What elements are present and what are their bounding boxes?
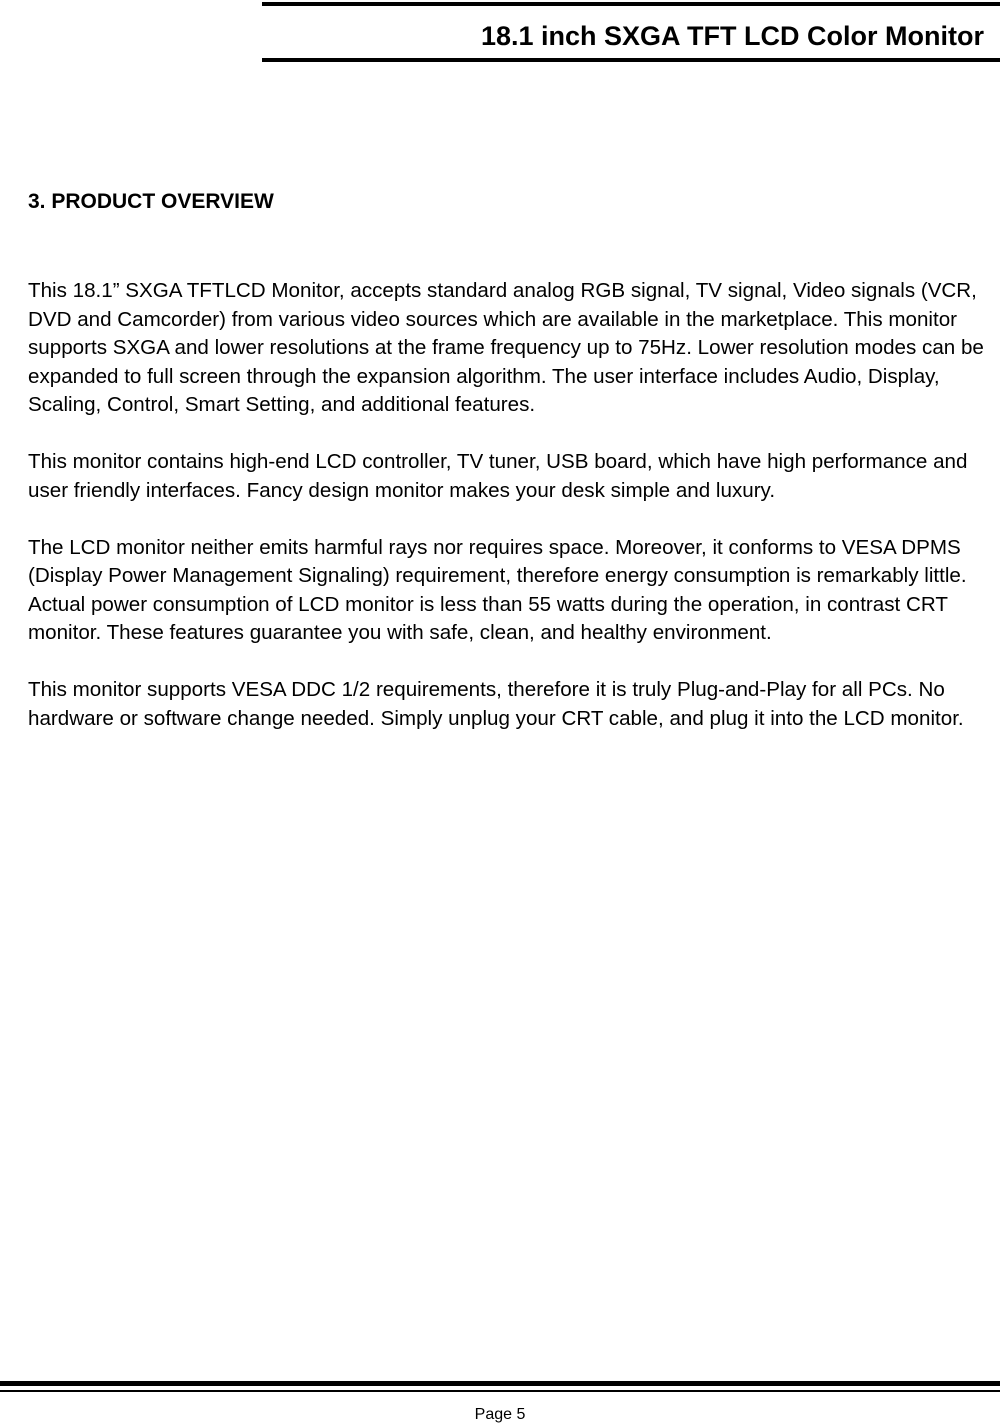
- header-rule-bottom: [262, 58, 1000, 62]
- paragraph-controller: This monitor contains high-end LCD controller, TV tuner, USB board, which have high performance and user friendly interfaces. Fancy design monitor makes your desk simple and luxury.: [28, 450, 968, 502]
- paragraph-energy: The LCD monitor neither emits harmful rays nor requires space. Moreover, it conforms to VESA DPMS (Display Power Management Signaling) requirement, therefore energy consumption is remarkably little. Actual power consumption of LCD monitor is less than 55 watts during the operation, in contrast CRT monitor. These features guarantee you with safe, clean, and healthy environment.: [28, 535, 967, 644]
- paragraph-signals: This 18.1” SXGA TFTLCD Monitor, accepts standard analog RGB signal, TV signal, Video signals (VCR, DVD and Camcorder) from various video sources which are available in the marketplace. This monitor supports SXGA and lower resolutions at the frame frequency up to 75Hz. Lower resolution modes can be expanded to full screen through the expansion algorithm. The user interface includes Audio, Display, Scaling, Control, Smart Setting, and additional features.: [28, 279, 984, 416]
- footer-rule-thick: [0, 1381, 1000, 1386]
- section-body: [28, 277, 990, 762]
- section-heading: 3. PRODUCT OVERVIEW: [28, 190, 274, 213]
- header-rule-top: [262, 2, 1000, 6]
- paragraph-plug-and-play: This monitor supports VESA DDC 1/2 requirements, therefore it is truly Plug-and-Play for all PCs. No hardware or software change needed. Simply unplug your CRT cable, and plug it into the LCD monitor.: [28, 678, 964, 730]
- footer-rule-thin: [0, 1390, 1000, 1392]
- document-title: 18.1 inch SXGA TFT LCD Color Monitor: [480, 21, 984, 51]
- page-number: Page 5: [474, 1406, 526, 1423]
